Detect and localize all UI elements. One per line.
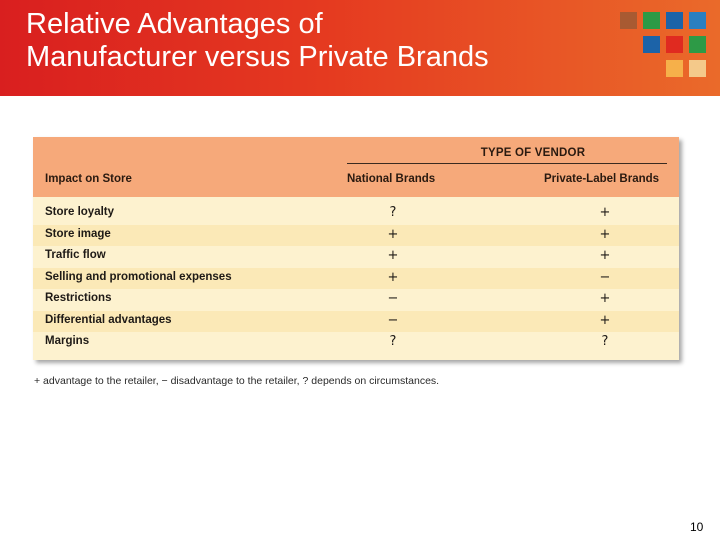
table-header bbox=[33, 137, 679, 197]
private-value: − bbox=[599, 269, 611, 285]
private-value: + bbox=[599, 291, 611, 306]
column-header-private: Private-Label Brands bbox=[544, 173, 660, 185]
table-footnote: + advantage to the retailer, − disadvantage to the retailer, ? depends on circumstances. bbox=[34, 375, 440, 387]
national-value: − bbox=[387, 291, 399, 306]
group-header: TYPE OF VENDOR bbox=[480, 147, 586, 159]
row-label: Differential advantages bbox=[45, 313, 172, 326]
column-header-impact: Impact on Store bbox=[45, 173, 132, 185]
national-value: + bbox=[387, 248, 399, 263]
private-value: ? bbox=[601, 334, 609, 349]
row-label: Margins bbox=[45, 335, 90, 347]
private-value: + bbox=[599, 312, 611, 328]
slide-header bbox=[0, 0, 720, 96]
private-value: + bbox=[599, 226, 611, 242]
decor-square bbox=[643, 36, 660, 53]
decor-square bbox=[666, 60, 683, 77]
national-value: + bbox=[387, 226, 399, 242]
row-label: Traffic flow bbox=[45, 249, 106, 261]
national-value: ? bbox=[389, 205, 397, 220]
table-row bbox=[33, 289, 679, 311]
slide-title bbox=[26, 8, 489, 74]
row-label: Restrictions bbox=[45, 292, 112, 304]
table-row bbox=[33, 311, 679, 333]
decor-square bbox=[666, 36, 683, 53]
private-value: + bbox=[599, 248, 611, 263]
decor-square bbox=[666, 12, 683, 29]
row-label: Store image bbox=[45, 227, 111, 240]
group-header-rule bbox=[347, 163, 667, 164]
title-line-2: Manufacturer versus Private Brands bbox=[26, 41, 489, 73]
table-row bbox=[33, 246, 679, 268]
decor-square bbox=[689, 12, 706, 29]
decor-square bbox=[689, 60, 706, 77]
decor-square bbox=[620, 12, 637, 29]
decor-square bbox=[643, 12, 660, 29]
table-row bbox=[33, 225, 679, 247]
private-value: + bbox=[599, 205, 611, 220]
page-number: 10 bbox=[690, 520, 704, 534]
national-value: + bbox=[387, 269, 399, 285]
vendor-comparison-table bbox=[33, 137, 679, 360]
row-label: Store loyalty bbox=[45, 206, 115, 218]
table-row bbox=[33, 203, 679, 225]
column-header-national: National Brands bbox=[347, 173, 436, 185]
table-row bbox=[33, 332, 679, 354]
national-value: − bbox=[387, 312, 399, 328]
national-value: ? bbox=[389, 334, 397, 349]
row-label: Selling and promotional expenses bbox=[45, 270, 232, 283]
title-line-1: Relative Advantages of bbox=[26, 8, 323, 40]
decor-square bbox=[689, 36, 706, 53]
table-row bbox=[33, 268, 679, 290]
